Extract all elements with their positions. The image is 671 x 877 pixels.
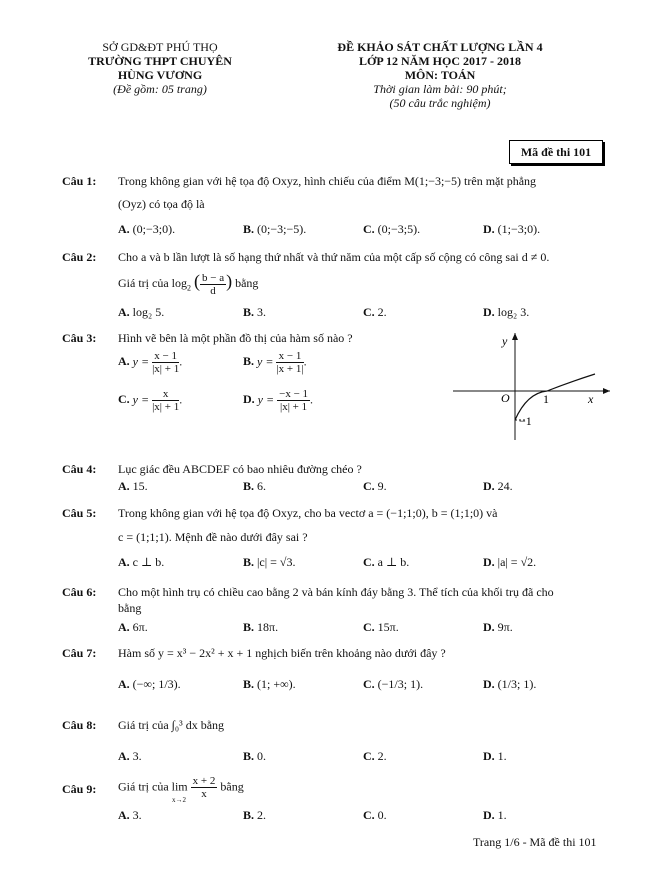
q9-fraction [191, 775, 218, 800]
q5-text-1: Trong không gian với hệ tọa độ Oxyz, cho ba vectơ a = (−1;1;0), b = (1;1;0) và [118, 506, 498, 520]
option-value: y = [257, 392, 275, 407]
option-value: y = [132, 392, 150, 407]
option-key: A. [118, 305, 130, 319]
q6-option-b[interactable] [243, 620, 278, 635]
q3-label: Câu 3: [62, 331, 97, 345]
option-value: |a| = √2. [497, 555, 537, 569]
option-key: B. [243, 555, 255, 569]
option-value: (0;−3;5). [377, 222, 421, 236]
q6-text-2: bằng [118, 601, 142, 615]
option-key: A. [118, 677, 130, 691]
option-key: C. [363, 808, 375, 822]
fraction-num: x − 1 [276, 350, 303, 363]
option-key: C. [363, 749, 375, 763]
q5-option-b[interactable] [243, 555, 296, 570]
option-value: 0. [377, 808, 387, 822]
option-value: 6π. [132, 620, 148, 634]
fraction-num: −x − 1 [279, 388, 309, 400]
fraction-num: x − 1 [152, 350, 179, 363]
option-fraction [277, 388, 310, 413]
q5-label: Câu 5: [62, 506, 97, 520]
option-value: (−∞; 1/3). [132, 677, 181, 691]
q1-option-d[interactable] [483, 222, 540, 237]
origin-label: O [501, 391, 510, 405]
fraction-num: x [152, 388, 179, 401]
option-value: 9. [377, 479, 387, 493]
q8-label: Câu 8: [62, 718, 97, 732]
option-key: B. [243, 749, 255, 763]
q4-option-d[interactable] [483, 479, 513, 494]
q8-option-a[interactable] [118, 749, 142, 764]
q4-option-a[interactable] [118, 479, 148, 494]
exam-code-box: Mã đề thi 101 [509, 140, 603, 164]
q4-label: Câu 4: [62, 462, 97, 476]
option-key: C. [363, 222, 375, 236]
q5-option-a[interactable] [118, 555, 164, 570]
q3-graph [445, 328, 615, 443]
fraction-den: |x| + 1 [280, 401, 308, 413]
q1-label: Câu 1: [62, 174, 97, 188]
q6-option-c[interactable] [363, 620, 399, 635]
option-key: D. [483, 555, 495, 569]
exam-count: (50 câu trắc nghiệm) [389, 96, 491, 110]
option-key: C. [118, 392, 130, 407]
option-value: 2. [257, 808, 267, 822]
option-key: D. [483, 620, 495, 634]
q7-option-a[interactable] [118, 677, 181, 692]
q3-option-a[interactable]: A. y = $\frac{x - 1}{|x| + 1}$ . [118, 350, 183, 375]
log-text: Giá trị của log [118, 276, 187, 290]
option-value: log₂ 5. [132, 305, 165, 319]
q2-option-d[interactable] [483, 305, 529, 320]
q6-option-d[interactable] [483, 620, 513, 635]
q6-option-a[interactable] [118, 620, 148, 635]
option-key: A. [118, 354, 130, 369]
q9-bang: bằng [220, 779, 244, 794]
q1-text-2: (Oyz) có tọa độ là [118, 197, 205, 211]
fraction-den: d [210, 284, 216, 297]
option-value: a ⊥ b. [377, 555, 410, 569]
y-label: y [502, 334, 508, 348]
fraction-num: x + 2 [192, 775, 216, 787]
option-key: B. [243, 479, 255, 493]
option-value: c ⊥ b. [132, 555, 165, 569]
option-value: 1. [497, 749, 507, 763]
one-label: 1 [543, 392, 549, 406]
school-name-2: HÙNG VƯƠNG [117, 68, 203, 82]
option-key: C. [363, 555, 375, 569]
option-value: (0;−3;−5). [257, 222, 307, 236]
option-key: A. [118, 222, 130, 236]
option-key: D. [483, 808, 495, 822]
q6-label: Câu 6: [62, 585, 97, 599]
q3-option-b[interactable]: B. y = $\frac{x - 1}{|x + 1|}$ . [243, 350, 307, 375]
q3-option-c[interactable]: C. y = $\frac{x}{|x| + 1}$ . [118, 388, 183, 413]
option-value: 2. [377, 749, 387, 763]
exam-title: ĐỀ KHẢO SÁT CHẤT LƯỢNG LẦN 4 [337, 40, 543, 54]
fraction-den: |x| + 1 [152, 363, 180, 375]
q9-label: Câu 9: [62, 782, 97, 796]
q3-option-d[interactable]: D. y = $\frac{-x - 1}{|x| + 1}$ . [243, 388, 314, 413]
option-value: 3. [132, 749, 142, 763]
option-key: A. [118, 555, 130, 569]
q5-option-d[interactable] [483, 555, 536, 570]
q5-option-c[interactable] [363, 555, 409, 570]
option-key: C. [363, 305, 375, 319]
option-key: A. [118, 749, 130, 763]
q9-option-c[interactable] [363, 808, 387, 823]
q9-option-d[interactable] [483, 808, 507, 823]
option-value: 15. [132, 479, 148, 493]
q2-label: Câu 2: [62, 250, 97, 264]
q7-label: Câu 7: [62, 646, 97, 660]
option-value: y = [132, 354, 150, 369]
q8-text: Giá trị của ∫₀³ dx bằng [118, 718, 225, 732]
q8-option-d[interactable] [483, 749, 507, 764]
q2-fraction [200, 272, 226, 297]
option-value: 24. [497, 479, 513, 493]
option-value: 2. [377, 305, 387, 319]
exam-class: LỚP 12 NĂM HỌC 2017 - 2018 [359, 54, 521, 68]
option-key: C. [363, 479, 375, 493]
option-fraction [276, 350, 303, 375]
option-key: B. [243, 354, 255, 369]
fraction-den: x [201, 788, 207, 800]
page-footer: Trang 1/6 - Mã đề thi 101 [473, 835, 597, 849]
option-value: 6. [257, 479, 267, 493]
option-key: B. [243, 620, 255, 634]
q1-text-1: Trong không gian với hệ tọa độ Oxyz, hình chiếu của điểm M(1;−3;−5) trên mặt phẳng [118, 174, 537, 188]
x-axis-arrow [603, 388, 610, 394]
option-key: A. [118, 808, 130, 822]
q9-lim: Giá trị của lim [118, 779, 188, 794]
q1-option-b[interactable] [243, 222, 306, 237]
option-value: 15π. [377, 620, 399, 634]
option-value: log₂ 3. [497, 305, 530, 319]
option-key: B. [243, 222, 255, 236]
option-key: C. [363, 677, 375, 691]
school-header [80, 40, 240, 96]
option-fraction [152, 350, 179, 375]
q1-option-a[interactable] [118, 222, 175, 237]
option-value: 3. [132, 808, 142, 822]
fraction-num: b − a [201, 271, 225, 284]
q9-lim-sub: x→2 [172, 796, 186, 804]
option-value: |c| = √3. [257, 555, 296, 569]
option-value: 9π. [497, 620, 513, 634]
option-key: D. [243, 392, 255, 407]
fraction-den: |x + 1| [276, 363, 304, 375]
y-axis-arrow [512, 333, 518, 340]
q2-option-a[interactable] [118, 305, 164, 320]
q9-option-a[interactable] [118, 808, 142, 823]
school-name: TRƯỜNG THPT CHUYÊN [88, 54, 232, 68]
option-key: B. [243, 677, 255, 691]
q2-text-2: Giá trị của $\log_2$ ( $\frac{b - a}{d}$ ) bằng [118, 271, 259, 297]
option-key: D. [483, 749, 495, 763]
q9-option-b[interactable] [243, 808, 266, 823]
option-value: (1;−3;0). [497, 222, 541, 236]
q4-option-c[interactable] [363, 479, 387, 494]
option-key: D. [483, 479, 495, 493]
q8-option-c[interactable] [363, 749, 387, 764]
option-value: 0. [257, 749, 267, 763]
option-fraction [152, 388, 179, 413]
department: SỞ GD&ĐT PHÚ THỌ [102, 40, 218, 54]
option-value: (1/3; 1). [497, 677, 537, 691]
exam-subject: MÔN: TOÁN [404, 68, 476, 82]
option-value: (1; +∞). [257, 677, 296, 691]
option-value: y = [257, 354, 274, 369]
option-key: B. [243, 305, 255, 319]
q8-option-b[interactable] [243, 749, 266, 764]
x-label: x [588, 392, 594, 406]
option-value: 1. [497, 808, 507, 822]
exam-header [320, 40, 560, 110]
option-value: (−1/3; 1). [377, 677, 424, 691]
page-count: (Đề gồm: 05 trang) [113, 82, 207, 96]
option-key: A. [118, 620, 130, 634]
q2-option-b[interactable] [243, 305, 266, 320]
option-value: (0;−3;0). [132, 222, 176, 236]
q7-text: Hàm số y = x³ − 2x² + x + 1 nghịch biến trên khoảng nào dưới đây ? [118, 646, 446, 660]
q4-option-b[interactable] [243, 479, 266, 494]
option-key: C. [363, 620, 375, 634]
q7-option-d[interactable] [483, 677, 536, 692]
q3-text: Hình vẽ bên là một phần đồ thị của hàm số nào ? [118, 331, 353, 345]
fraction-den: |x| + 1 [152, 401, 180, 413]
q4-text: Lục giác đều ABCDEF có bao nhiêu đường chéo ? [118, 462, 362, 476]
exam-time: Thời gian làm bài: 90 phút; [373, 82, 507, 96]
option-value: 3. [257, 305, 267, 319]
option-key: D. [483, 677, 495, 691]
q2-text-1: Cho a và b lần lượt là số hạng thứ nhất và thứ năm của một cấp số cộng có công sai d ≠ 0. [118, 250, 550, 264]
q5-text-2: c = (1;1;1). Mệnh đề nào dưới đây sai ? [118, 530, 308, 544]
option-key: D. [483, 222, 495, 236]
option-key: D. [483, 305, 495, 319]
q7-option-b[interactable] [243, 677, 296, 692]
option-key: B. [243, 808, 255, 822]
q1-option-c[interactable] [363, 222, 420, 237]
q2-option-c[interactable] [363, 305, 387, 320]
q2-bang: bằng [235, 276, 259, 290]
minus-one-label: −1 [519, 414, 532, 428]
q7-option-c[interactable] [363, 677, 423, 692]
option-value: 18π. [257, 620, 279, 634]
option-key: A. [118, 479, 130, 493]
q6-text-1: Cho một hình trụ có chiều cao bằng 2 và bán kính đáy bằng 3. Thể tích của khối trụ đã cho [118, 585, 554, 599]
